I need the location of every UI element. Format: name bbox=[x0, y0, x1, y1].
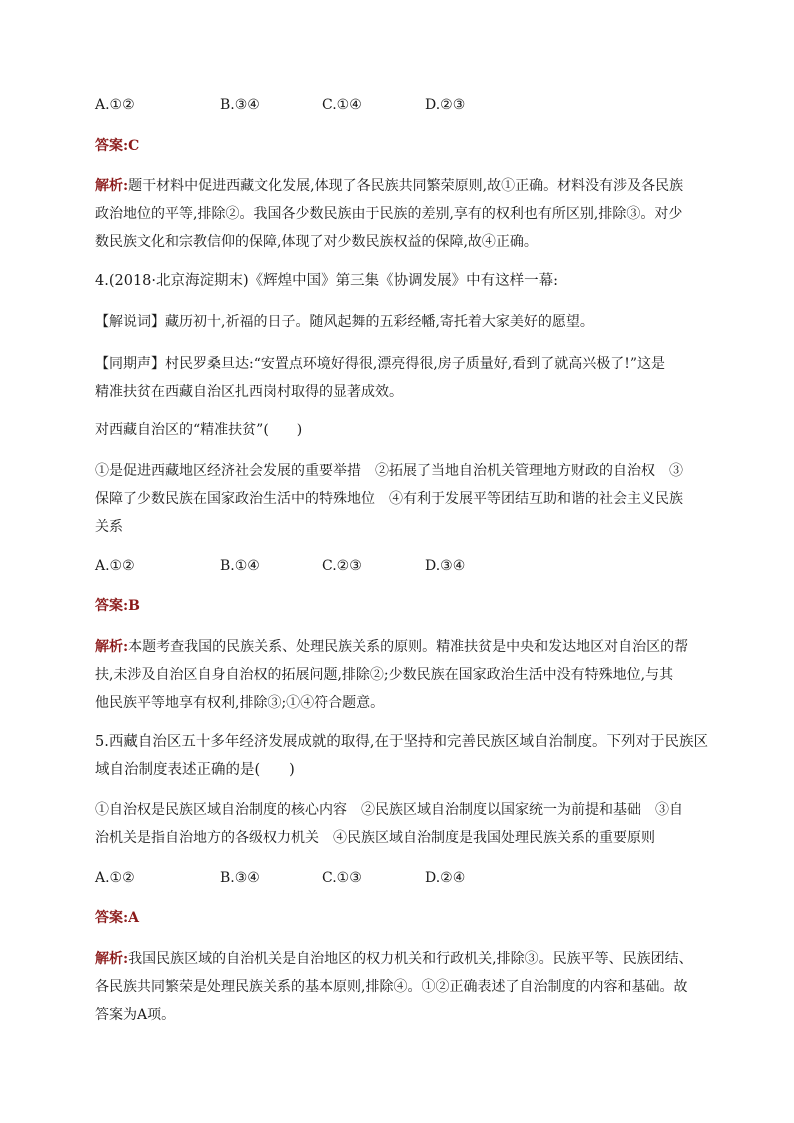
q5-options bbox=[95, 864, 715, 892]
q3-option-b: B.③④ bbox=[220, 97, 260, 113]
q3-option-c: C.①④ bbox=[322, 97, 362, 113]
q5-analysis-line-3: 答案为A项。 bbox=[95, 1007, 176, 1023]
q4-analysis-label: 解析: bbox=[95, 639, 129, 655]
q4-sync-line-1: 【同期声】村民罗桑旦达:“安置点环境好得很,漂亮得很,房子质量好,看到了就高兴极了!”这是 bbox=[95, 356, 666, 372]
q4-answer bbox=[95, 592, 715, 620]
q5-option-c: C.①③ bbox=[322, 870, 362, 886]
q5-stem-line-1: 5.西藏自治区五十多年经济发展成就的取得,在于坚持和完善民族区域自治制度。下列对于民族区 bbox=[95, 734, 708, 750]
q5-stem-line-2: 域自治制度表述正确的是( ) bbox=[95, 762, 295, 778]
q5-analysis bbox=[95, 945, 715, 1029]
q4-statement-line-2: 保障了少数民族在国家政治生活中的特殊地位 ④有利于发展平等团结互助和谐的社会主义民族 bbox=[95, 491, 683, 507]
q5-stem bbox=[95, 728, 715, 784]
q3-option-d: D.②③ bbox=[425, 97, 466, 113]
q3-analysis bbox=[95, 172, 715, 256]
q3-answer-label: 答案: bbox=[95, 138, 129, 154]
q5-answer-label: 答案: bbox=[95, 910, 129, 926]
q5-answer-value: A bbox=[128, 910, 140, 926]
q3-answer-value: C bbox=[128, 138, 140, 154]
q4-option-c: C.②③ bbox=[322, 558, 362, 574]
q4-analysis-line-1: 本题考查我国的民族关系、处理民族关系的原则。精准扶贫是中央和发达地区对自治区的帮 bbox=[128, 639, 689, 655]
q4-sync-line-2: 精准扶贫在西藏自治区扎西岗村取得的显著成效。 bbox=[95, 384, 403, 400]
q4-statement-line-3: 关系 bbox=[95, 519, 123, 535]
q4-answer-label: 答案: bbox=[95, 598, 129, 614]
q5-statement-line-2: 治机关是指自治地方的各级权力机关 ④民族区域自治制度是我国处理民族关系的重要原则 bbox=[95, 830, 655, 846]
q5-analysis-line-2: 各民族共同繁荣是处理民族关系的基本原则,排除④。①②正确表述了自治制度的内容和基础。故 bbox=[95, 979, 688, 995]
q4-stem: 4.(2018·北京海淀期末)《辉煌中国》第三集《协调发展》中有这样一幕: bbox=[95, 273, 559, 289]
q4-answer-value: B bbox=[128, 598, 141, 614]
q4-sync-sound bbox=[95, 350, 715, 406]
q3-answer bbox=[95, 132, 715, 160]
q5-statements bbox=[95, 796, 715, 852]
q4-options bbox=[95, 552, 715, 580]
q5-option-d: D.②④ bbox=[425, 870, 466, 886]
q4-question: 对西藏自治区的“精准扶贫”( ) bbox=[95, 422, 303, 438]
q3-analysis-line-3: 数民族文化和宗教信仰的保障,体现了对少数民族权益的保障,故④正确。 bbox=[95, 234, 538, 250]
q3-analysis-line-2: 政治地位的平等,排除②。我国各少数民族由于民族的差别,享有的权利也有所区别,排除③。对少 bbox=[95, 206, 683, 222]
q3-options bbox=[95, 91, 715, 119]
q5-answer bbox=[95, 904, 715, 932]
q3-option-a: A.①② bbox=[95, 97, 135, 113]
q5-analysis-line-1: 我国民族区域的自治机关是自治地区的权力机关和行政机关,排除③。民族平等、民族团结、 bbox=[128, 951, 693, 967]
q5-analysis-label: 解析: bbox=[95, 951, 129, 967]
q5-option-b: B.③④ bbox=[220, 870, 260, 886]
q3-analysis-label: 解析: bbox=[95, 178, 129, 194]
q4-analysis bbox=[95, 633, 715, 717]
q5-option-a: A.①② bbox=[95, 870, 135, 886]
q4-option-b: B.①④ bbox=[220, 558, 260, 574]
q4-statements bbox=[95, 457, 715, 541]
q4-commentary: 【解说词】藏历初十,祈福的日子。随风起舞的五彩经幡,寄托着大家美好的愿望。 bbox=[95, 314, 594, 330]
q4-option-d: D.③④ bbox=[425, 558, 466, 574]
q4-option-a: A.①② bbox=[95, 558, 135, 574]
q4-analysis-line-3: 他民族平等地享有权利,排除③;①④符合题意。 bbox=[95, 695, 385, 711]
q3-analysis-line-1: 题干材料中促进西藏文化发展,体现了各民族共同繁荣原则,故①正确。材料没有涉及各民族 bbox=[128, 178, 684, 194]
q4-analysis-line-2: 扶,未涉及自治区自身自治权的拓展问题,排除②;少数民族在国家政治生活中没有特殊地位,与其 bbox=[95, 667, 674, 683]
q5-statement-line-1: ①自治权是民族区域自治制度的核心内容 ②民族区域自治制度以国家统一为前提和基础 ③自 bbox=[95, 802, 683, 818]
q4-statement-line-1: ①是促进西藏地区经济社会发展的重要举措 ②拓展了当地自治机关管理地方财政的自治权 ③ bbox=[95, 463, 683, 479]
